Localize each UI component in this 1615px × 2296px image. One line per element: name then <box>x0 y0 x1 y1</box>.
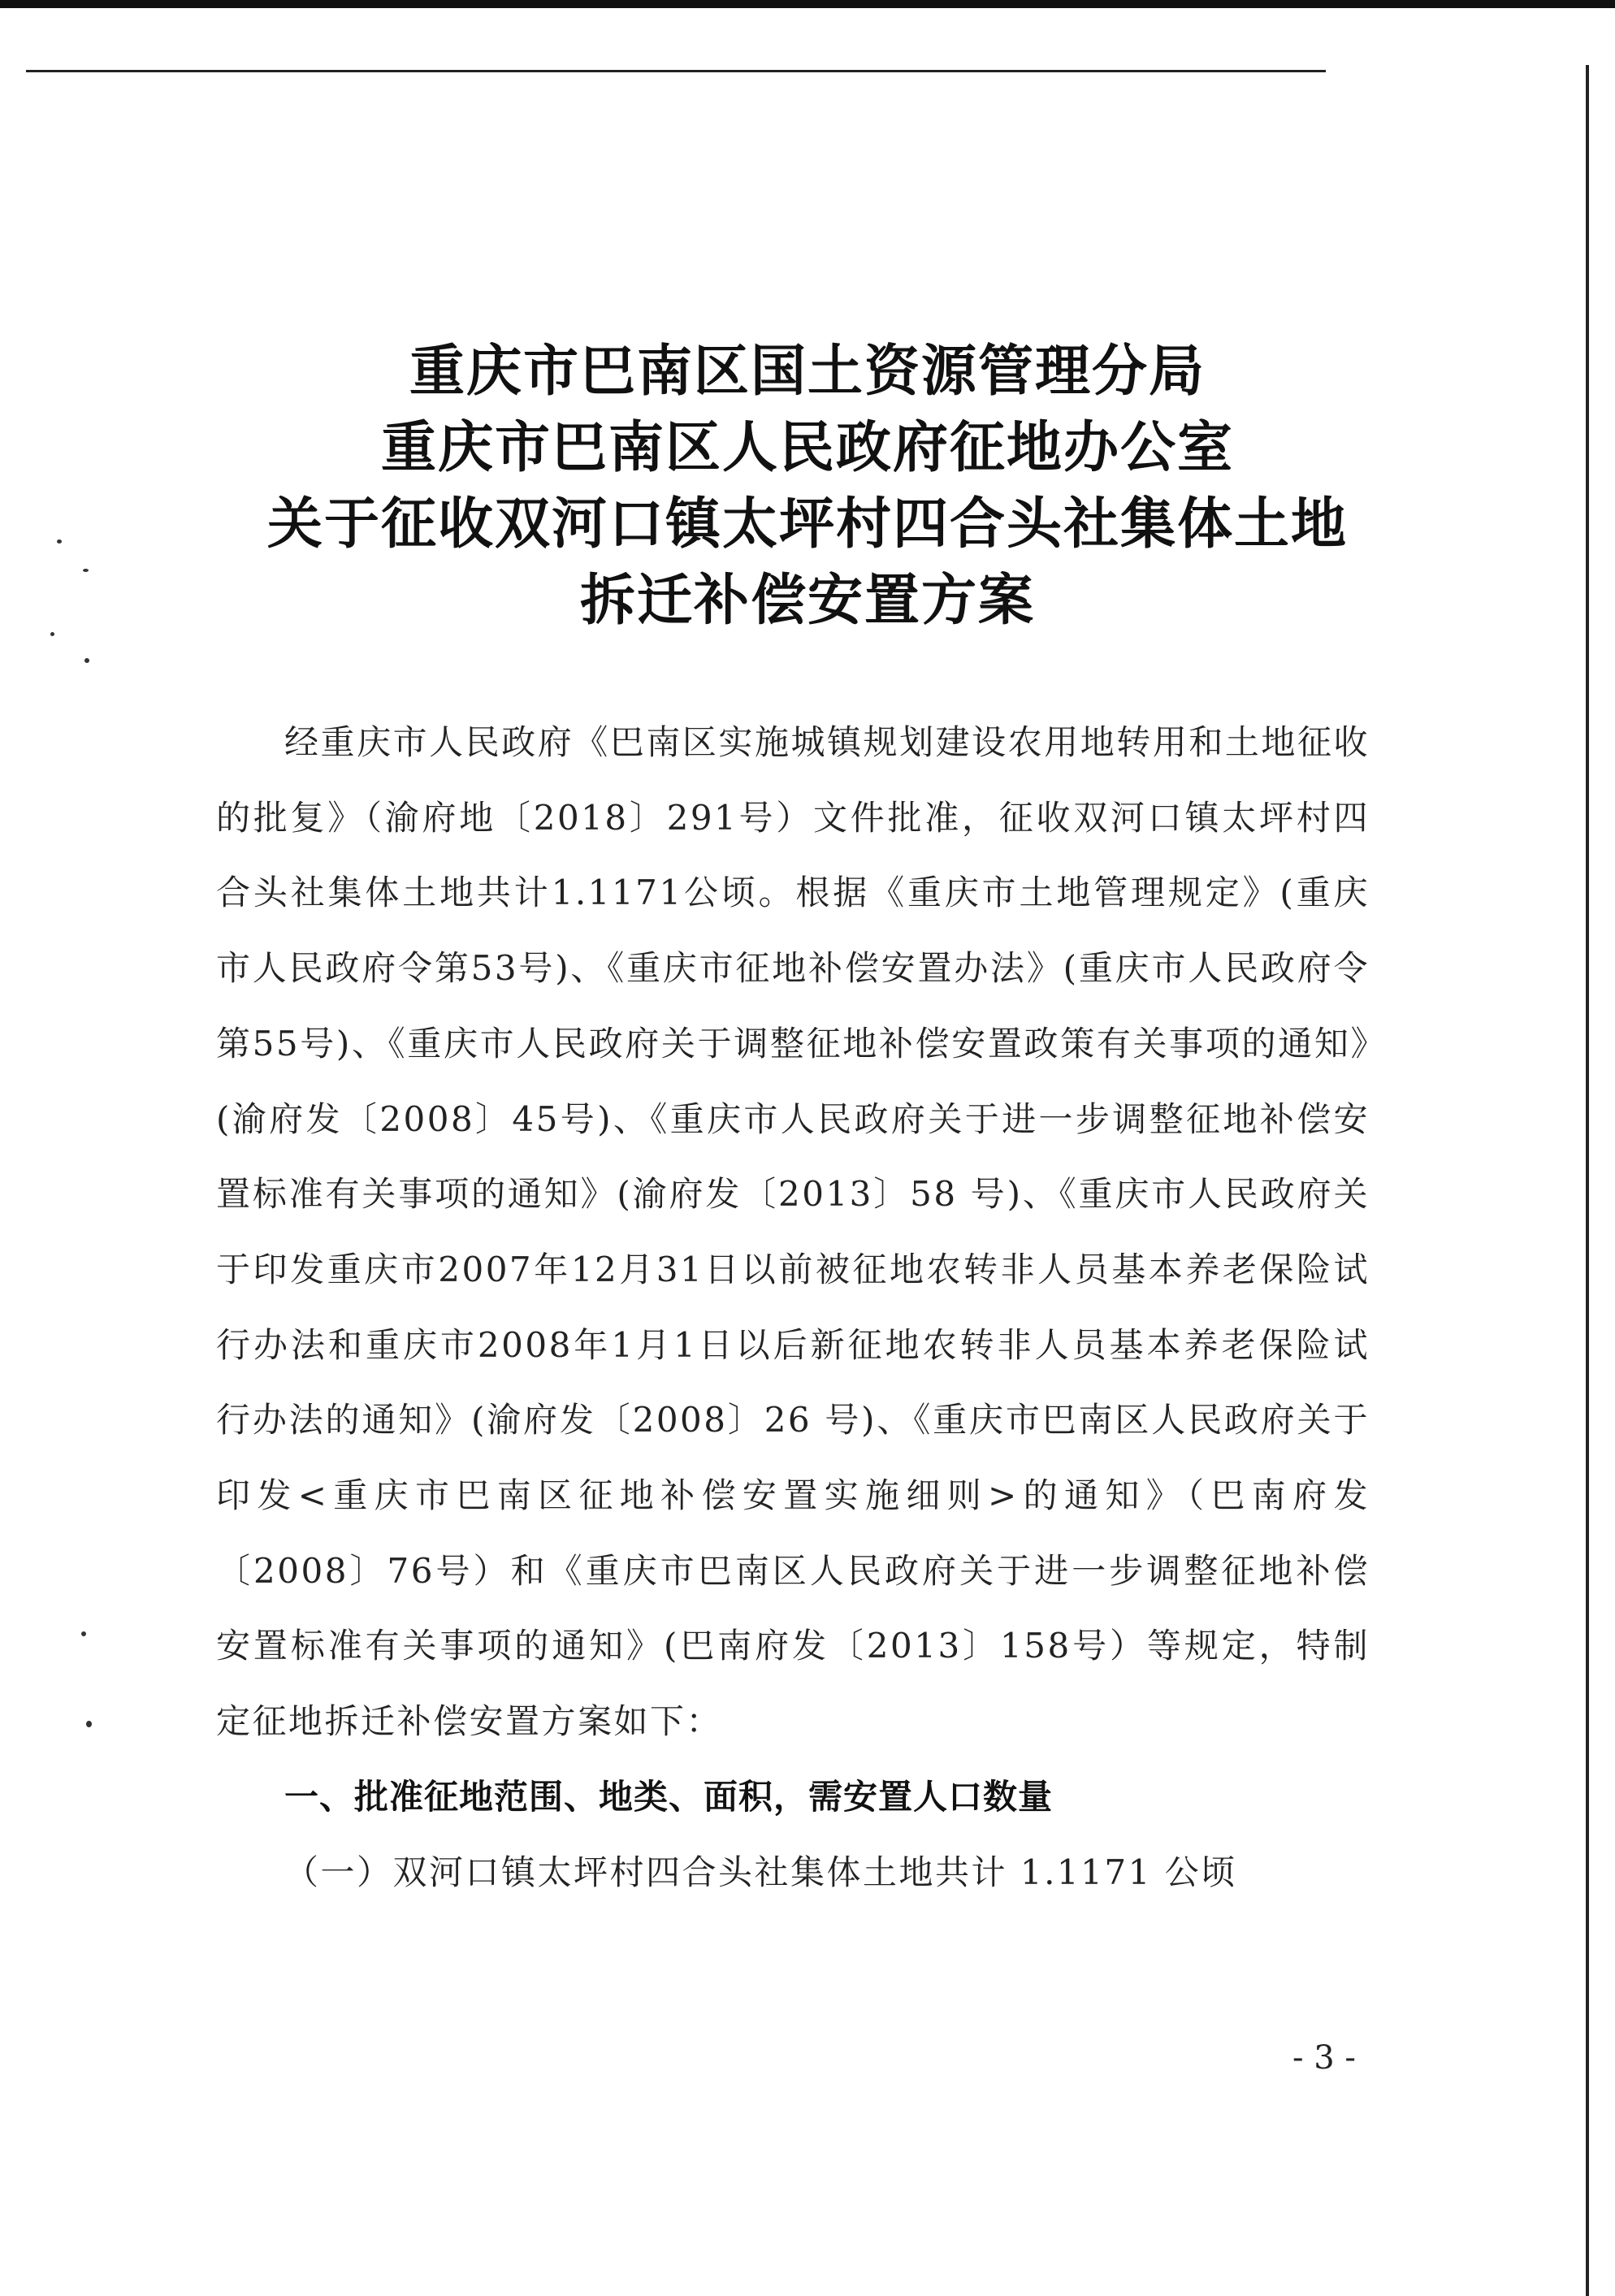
section-heading: 一、批准征地范围、地类、面积，需安置人口数量 <box>284 1776 1054 1817</box>
title-line-1: 重庆市巴南区国土资源管理分局 <box>409 339 1206 404</box>
page-number: - 3 - <box>1292 2039 1356 2077</box>
document-body <box>216 705 1370 1910</box>
scan-speck <box>81 1631 86 1636</box>
title-line-4: 拆迁补偿安置方案 <box>579 568 1035 633</box>
scan-top-edge <box>0 0 1615 8</box>
scan-speck <box>86 1721 92 1727</box>
scan-speck <box>84 658 89 663</box>
title-line-2: 重庆市巴南区人民政府征地办公室 <box>380 415 1234 480</box>
header-rule <box>26 70 1326 72</box>
intro-paragraph: 经重庆市人民政府《巴南区实施城镇规划建设农用地转用和土地征收的批复》（渝府地〔2018〕291号）文件批准，征收双河口镇太坪村四合头社集体土地共计1.1171公顷。根据《重庆市土地管理规定》(重庆市人民政府令第53号)、《重庆市征地补偿安置办法》(重庆市人民政府令第55号)、《重庆市人民政府关于调整征地补偿安置政策有关事项的通知》(渝府发〔2008〕45号)、《重庆市人民政府关于进一步调整征地补偿安置标准有关事项的通知》(渝府发〔2013〕58 号)、《重庆市人民政府关于印发重庆市2007年12月31日以前被征地农转非人员基本养老保险试行办法和重庆市2008年1月1日以后新征地农转非人员基本养老保险试行办法的通知》(渝府发〔2008〕26 号)、《重庆市巴南区人民政府关于印发<重庆市巴南区征地补偿安置实施细则>的通知》（巴南府发〔2008〕76号）和《重庆市巴南区人民政府关于进一步调整征地补偿安置标准有关事项的通知》(巴南府发〔2013〕158号）等规定，特制定征地拆迁补偿安置方案如下： <box>216 722 1370 1742</box>
document-title <box>0 333 1615 639</box>
title-line-3: 关于征收双河口镇太坪村四合头社集体土地 <box>266 492 1348 557</box>
subsection-line: （一）双河口镇太坪村四合头社集体土地共计 1.1171 公顷 <box>284 1852 1237 1892</box>
